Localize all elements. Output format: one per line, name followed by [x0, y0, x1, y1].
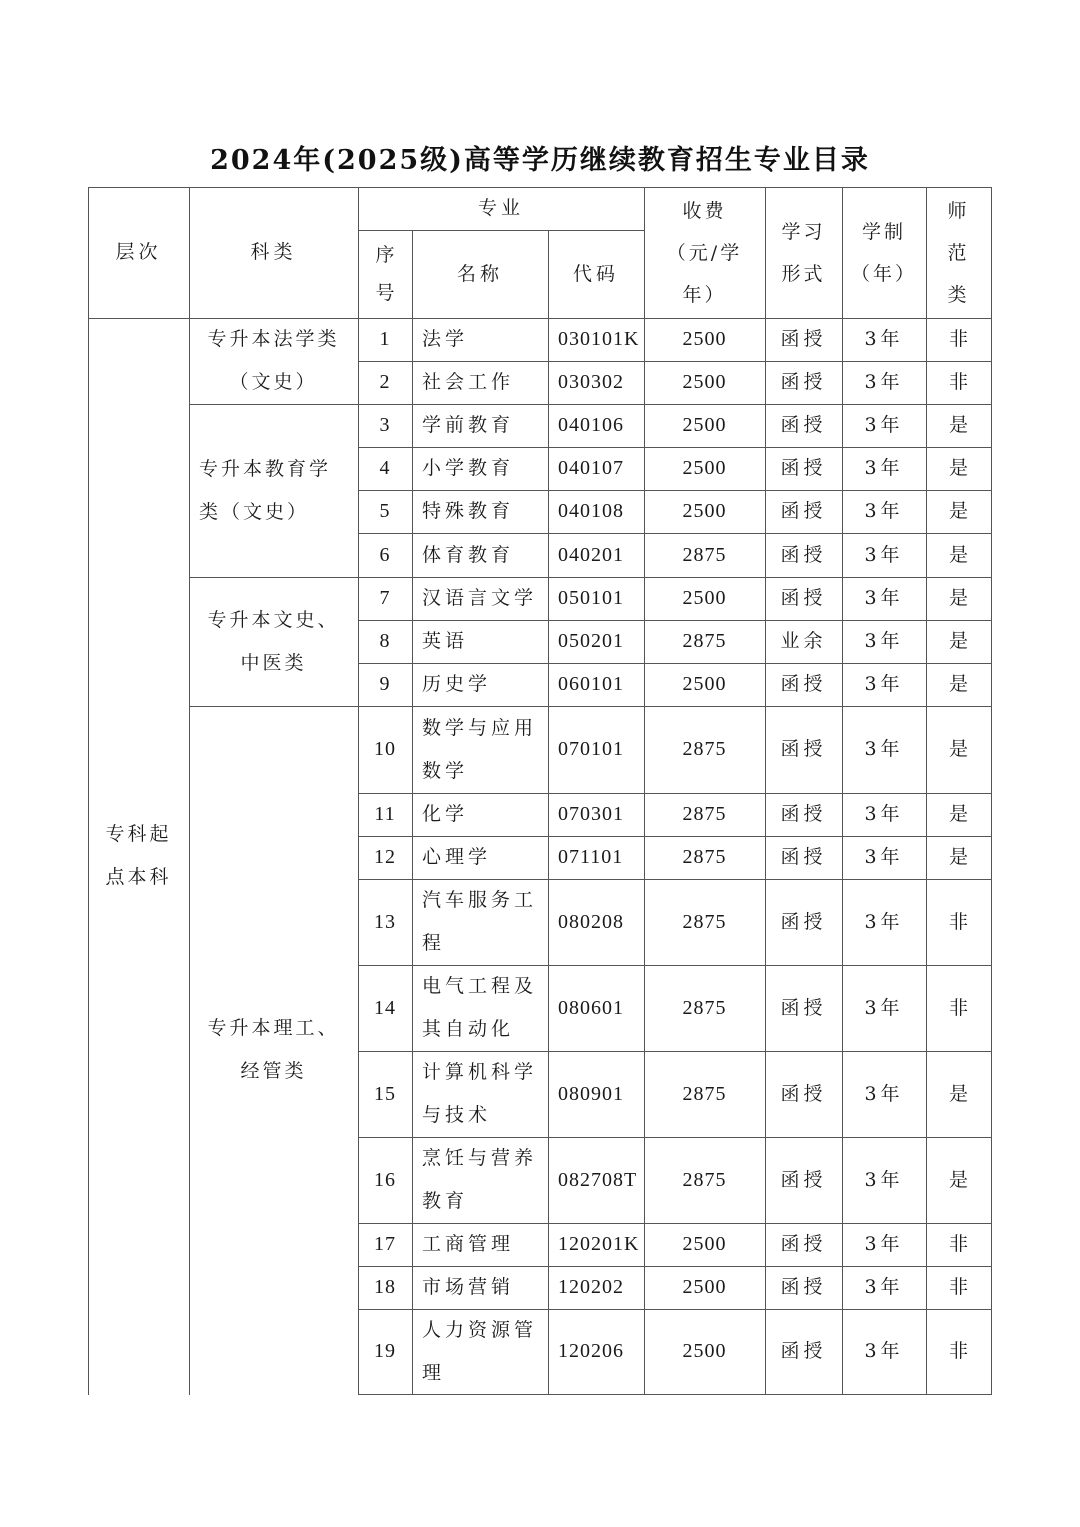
row-duration: 3年: [864, 371, 904, 393]
row-normal: 是: [948, 1082, 968, 1105]
row-name: 汽车服务工程: [422, 889, 538, 954]
row-study-mode: 业余: [780, 630, 827, 652]
grid-line: [644, 187, 645, 1395]
row-study-mode: 函授: [780, 846, 827, 868]
row-fee: 2500: [682, 371, 727, 393]
row-fee: 2875: [682, 803, 727, 825]
row-seq: 17: [374, 1233, 396, 1255]
row-duration: 3年: [864, 996, 904, 1019]
row-seq: 1: [379, 328, 391, 350]
row-code: 070301: [558, 803, 624, 825]
grid-line: [926, 187, 927, 1395]
row-name: 化学: [422, 803, 469, 825]
header-fee: 收费（元/学年）: [666, 199, 743, 306]
row-code: 050201: [558, 630, 624, 652]
row-name: 小学教育: [422, 457, 515, 479]
row-duration: 3年: [864, 910, 904, 933]
header-level: 层次: [115, 241, 162, 263]
grid-line: [358, 187, 359, 1395]
header-category: 科类: [250, 241, 297, 263]
row-name: 人力资源管理: [422, 1318, 538, 1384]
row-fee: 2500: [682, 457, 727, 479]
grid-line: [358, 836, 992, 837]
row-normal: 非: [948, 1276, 968, 1298]
row-normal: 是: [948, 673, 968, 695]
row-duration: 3年: [864, 846, 904, 868]
row-study-mode: 函授: [780, 500, 827, 522]
row-name: 心理学: [422, 846, 492, 868]
row-seq: 6: [379, 543, 391, 566]
row-normal: 是: [948, 457, 968, 479]
row-duration: 3年: [864, 630, 904, 652]
row-fee: 2875: [682, 1082, 727, 1105]
grid-line: [358, 533, 992, 534]
grid-line: [765, 187, 766, 1395]
row-code: 040201: [558, 543, 624, 566]
header-major: 专业: [477, 197, 524, 219]
row-normal: 是: [948, 738, 968, 760]
row-duration: 3年: [864, 1233, 904, 1255]
row-code: 082708T: [558, 1168, 638, 1191]
row-seq: 3: [379, 414, 391, 436]
row-name: 特殊教育: [422, 500, 515, 522]
row-seq: 2: [379, 371, 391, 393]
row-duration: 3年: [864, 457, 904, 479]
row-seq: 16: [374, 1168, 396, 1191]
row-fee: 2500: [682, 1340, 727, 1362]
row-study-mode: 函授: [780, 414, 827, 436]
row-normal: 是: [948, 500, 968, 522]
grid-line: [358, 1137, 992, 1138]
grid-line: [189, 706, 992, 707]
row-normal: 非: [948, 371, 968, 393]
row-normal: 是: [948, 1168, 968, 1191]
grid-line: [358, 1394, 992, 1395]
header-duration: 学制（年）: [851, 220, 918, 285]
grid-line: [358, 1223, 992, 1224]
grid-line: [358, 879, 992, 880]
row-fee: 2875: [682, 738, 727, 760]
row-code: 071101: [558, 846, 624, 868]
grid-line: [358, 663, 992, 664]
row-fee: 2875: [682, 846, 727, 868]
row-code: 070101: [558, 738, 624, 760]
grid-line: [358, 1051, 992, 1052]
row-seq: 18: [374, 1276, 396, 1298]
category-cell: 专升本教育学类（文史）: [199, 457, 332, 523]
row-code: 040108: [558, 500, 624, 522]
grid-line: [88, 318, 992, 319]
row-fee: 2875: [682, 910, 727, 933]
row-study-mode: 函授: [780, 1168, 827, 1191]
row-study-mode: 函授: [780, 1340, 827, 1362]
row-seq: 14: [374, 996, 396, 1019]
grid-line: [358, 361, 992, 362]
row-normal: 非: [948, 996, 968, 1019]
row-study-mode: 函授: [780, 457, 827, 479]
row-seq: 10: [374, 738, 396, 760]
grid-line: [991, 187, 992, 1395]
grid-line: [358, 965, 992, 966]
row-fee: 2875: [682, 630, 727, 652]
row-seq: 15: [374, 1082, 396, 1105]
grid-line: [358, 1309, 992, 1310]
grid-line: [189, 187, 190, 1395]
row-code: 080601: [558, 996, 624, 1019]
level-cell: 专科起点本科: [105, 823, 172, 888]
row-name: 市场营销: [422, 1276, 515, 1298]
row-code: 050101: [558, 587, 624, 609]
grid-line: [358, 620, 992, 621]
row-fee: 2500: [682, 1233, 727, 1255]
row-code: 080901: [558, 1082, 624, 1105]
row-study-mode: 函授: [780, 328, 827, 350]
row-seq: 19: [374, 1340, 396, 1362]
row-normal: 非: [948, 910, 968, 933]
row-normal: 非: [948, 1233, 968, 1255]
row-code: 120206: [558, 1340, 624, 1362]
row-fee: 2500: [682, 587, 727, 609]
row-normal: 是: [948, 630, 968, 652]
row-code: 040107: [558, 457, 624, 479]
row-seq: 12: [374, 846, 396, 868]
row-name: 工商管理: [422, 1233, 515, 1255]
row-fee: 2875: [682, 1168, 727, 1191]
row-study-mode: 函授: [780, 673, 827, 695]
row-normal: 非: [948, 328, 968, 350]
row-code: 120201K: [558, 1233, 640, 1255]
row-study-mode: 函授: [780, 543, 827, 566]
header-seq: 序号: [375, 244, 395, 304]
row-duration: 3年: [864, 1276, 904, 1298]
row-fee: 2500: [682, 673, 727, 695]
row-normal: 非: [948, 1340, 968, 1362]
grid-line: [358, 793, 992, 794]
header-study-mode: 学习形式: [781, 220, 826, 285]
row-code: 080208: [558, 910, 624, 933]
row-study-mode: 函授: [780, 1233, 827, 1255]
row-fee: 2500: [682, 414, 727, 436]
row-code: 030302: [558, 371, 624, 393]
row-code: 030101K: [558, 328, 640, 350]
row-normal: 是: [948, 846, 968, 868]
row-seq: 7: [379, 587, 391, 609]
row-name: 历史学: [422, 673, 492, 695]
row-study-mode: 函授: [780, 1082, 827, 1105]
grid-line: [189, 404, 992, 405]
row-duration: 3年: [864, 328, 904, 350]
header-code: 代码: [572, 262, 619, 285]
grid-line: [842, 187, 843, 1395]
grid-line: [358, 230, 645, 231]
row-duration: 3年: [864, 587, 904, 609]
row-seq: 5: [379, 500, 391, 522]
row-duration: 3年: [864, 1340, 904, 1362]
row-fee: 2500: [682, 500, 727, 522]
row-duration: 3年: [864, 1082, 904, 1105]
row-duration: 3年: [864, 1168, 904, 1191]
row-study-mode: 函授: [780, 910, 827, 933]
row-name: 烹饪与营养教育: [422, 1147, 538, 1212]
row-name: 学前教育: [422, 414, 515, 436]
row-fee: 2500: [682, 328, 727, 350]
row-normal: 是: [948, 414, 968, 436]
row-seq: 13: [374, 910, 396, 933]
grid-line: [88, 187, 89, 1395]
row-study-mode: 函授: [780, 371, 827, 393]
row-duration: 3年: [864, 543, 904, 566]
row-seq: 4: [379, 457, 391, 479]
row-seq: 11: [374, 803, 396, 825]
category-cell: 专升本法学类（文史）: [207, 328, 340, 393]
row-normal: 是: [948, 587, 968, 609]
row-study-mode: 函授: [780, 587, 827, 609]
row-study-mode: 函授: [780, 996, 827, 1019]
grid-line: [88, 187, 992, 188]
row-code: 040106: [558, 414, 624, 436]
row-fee: 2875: [682, 996, 727, 1019]
row-fee: 2500: [682, 1276, 727, 1298]
row-name: 汉语言文学: [422, 587, 538, 609]
header-normal: 师范类: [947, 199, 970, 306]
row-code: 060101: [558, 673, 624, 695]
row-duration: 3年: [864, 738, 904, 760]
row-name: 体育教育: [422, 543, 515, 566]
row-name: 英语: [422, 630, 469, 652]
row-study-mode: 函授: [780, 738, 827, 760]
row-duration: 3年: [864, 414, 904, 436]
row-study-mode: 函授: [780, 1276, 827, 1298]
category-cell: 专升本理工、经管类: [207, 1017, 340, 1082]
row-name: 数学与应用数学: [422, 716, 538, 782]
category-cell: 专升本文史、中医类: [207, 608, 340, 674]
row-seq: 9: [379, 673, 391, 695]
page-title: 2024年(2025级)高等学历继续教育招生专业目录: [210, 145, 870, 176]
row-name: 电气工程及其自动化: [422, 975, 538, 1040]
grid-line: [358, 447, 992, 448]
row-code: 120202: [558, 1276, 624, 1298]
header-name: 名称: [456, 262, 503, 285]
row-seq: 8: [379, 630, 391, 652]
grid-line: [358, 490, 992, 491]
row-fee: 2875: [682, 543, 727, 566]
row-duration: 3年: [864, 803, 904, 825]
row-normal: 是: [948, 543, 968, 566]
row-duration: 3年: [864, 500, 904, 522]
row-name: 计算机科学与技术: [422, 1061, 538, 1126]
row-name: 法学: [422, 328, 469, 350]
row-name: 社会工作: [422, 371, 515, 393]
row-study-mode: 函授: [780, 803, 827, 825]
row-duration: 3年: [864, 673, 904, 695]
grid-line: [189, 577, 992, 578]
row-normal: 是: [948, 803, 968, 825]
grid-line: [358, 1266, 992, 1267]
